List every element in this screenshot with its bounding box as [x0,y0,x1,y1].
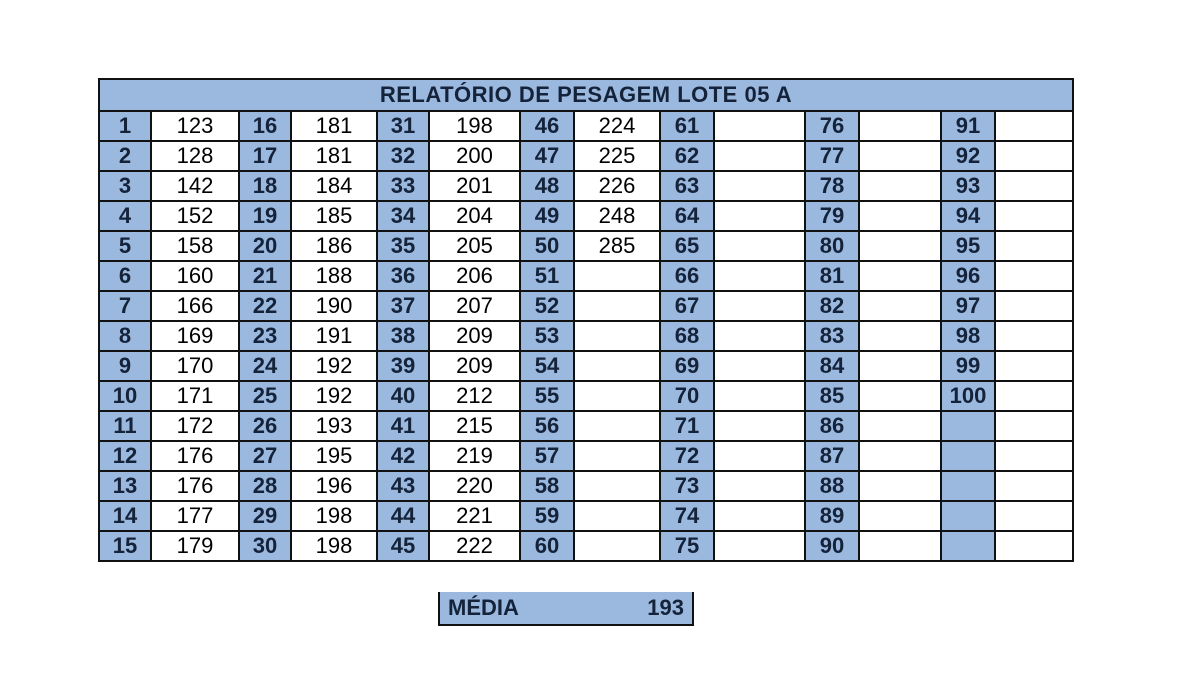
weight-cell [995,201,1073,231]
weight-cell: 191 [291,321,377,351]
weight-cell [995,261,1073,291]
animal-number-cell: 63 [660,171,714,201]
weight-cell [714,411,805,441]
weight-cell: 198 [291,531,377,561]
weight-cell [714,531,805,561]
weight-cell [714,501,805,531]
animal-number-cell: 51 [520,261,574,291]
weight-cell [995,231,1073,261]
weight-cell [995,111,1073,141]
weight-cell [859,231,941,261]
animal-number-cell: 28 [239,471,291,501]
animal-number-cell: 62 [660,141,714,171]
animal-number-cell: 84 [805,351,859,381]
table-row [99,261,1073,291]
animal-number-cell: 17 [239,141,291,171]
animal-number-cell [941,501,995,531]
weight-cell: 204 [429,201,520,231]
table-row [99,411,1073,441]
animal-number-cell: 98 [941,321,995,351]
weight-cell: 186 [291,231,377,261]
weight-cell [995,321,1073,351]
animal-number-cell: 42 [377,441,429,471]
animal-number-cell: 4 [99,201,151,231]
animal-number-cell: 65 [660,231,714,261]
animal-number-cell: 38 [377,321,429,351]
animal-number-cell: 5 [99,231,151,261]
animal-number-cell: 21 [239,261,291,291]
weight-cell: 177 [151,501,239,531]
animal-number-cell: 85 [805,381,859,411]
weight-cell [574,321,660,351]
animal-number-cell: 46 [520,111,574,141]
weight-cell [995,171,1073,201]
animal-number-cell: 33 [377,171,429,201]
weight-cell: 123 [151,111,239,141]
animal-number-cell: 93 [941,171,995,201]
animal-number-cell: 15 [99,531,151,561]
weight-cell: 184 [291,171,377,201]
weight-cell: 192 [291,381,377,411]
table-row [99,351,1073,381]
weight-cell [714,231,805,261]
animal-number-cell: 48 [520,171,574,201]
weight-cell: 166 [151,291,239,321]
weight-cell [714,471,805,501]
weight-cell [574,411,660,441]
animal-number-cell: 60 [520,531,574,561]
weight-cell: 152 [151,201,239,231]
weight-cell [995,411,1073,441]
weight-cell [714,441,805,471]
table-row [99,441,1073,471]
weight-cell [995,381,1073,411]
animal-number-cell: 74 [660,501,714,531]
animal-number-cell: 13 [99,471,151,501]
weight-cell: 198 [291,501,377,531]
weight-cell [714,261,805,291]
weight-cell [859,321,941,351]
animal-number-cell: 11 [99,411,151,441]
weight-cell: 176 [151,471,239,501]
weight-cell: 205 [429,231,520,261]
animal-number-cell: 64 [660,201,714,231]
animal-number-cell: 37 [377,291,429,321]
table-row [99,291,1073,321]
weight-cell [859,471,941,501]
animal-number-cell: 68 [660,321,714,351]
animal-number-cell: 97 [941,291,995,321]
animal-number-cell: 23 [239,321,291,351]
weight-cell: 209 [429,351,520,381]
weight-cell: 201 [429,171,520,201]
animal-number-cell: 31 [377,111,429,141]
weight-cell [714,171,805,201]
weight-cell [859,381,941,411]
animal-number-cell: 99 [941,351,995,381]
animal-number-cell: 78 [805,171,859,201]
animal-number-cell: 71 [660,411,714,441]
weight-cell: 206 [429,261,520,291]
weight-cell [574,471,660,501]
weight-cell [995,501,1073,531]
animal-number-cell: 86 [805,411,859,441]
animal-number-cell: 82 [805,291,859,321]
weight-cell [714,291,805,321]
animal-number-cell: 24 [239,351,291,381]
weight-cell [995,351,1073,381]
weight-cell: 196 [291,471,377,501]
weight-cell: 220 [429,471,520,501]
animal-number-cell: 87 [805,441,859,471]
weight-cell: 172 [151,411,239,441]
animal-number-cell: 49 [520,201,574,231]
weight-cell [574,261,660,291]
animal-number-cell: 94 [941,201,995,231]
weight-cell: 225 [574,141,660,171]
animal-number-cell: 59 [520,501,574,531]
weight-cell: 128 [151,141,239,171]
animal-number-cell: 35 [377,231,429,261]
weight-cell [859,351,941,381]
animal-number-cell: 10 [99,381,151,411]
weight-cell: 222 [429,531,520,561]
weight-cell: 192 [291,351,377,381]
animal-number-cell: 14 [99,501,151,531]
animal-number-cell: 81 [805,261,859,291]
animal-number-cell: 32 [377,141,429,171]
animal-number-cell: 50 [520,231,574,261]
report-title: RELATÓRIO DE PESAGEM LOTE 05 A [99,79,1073,111]
animal-number-cell: 54 [520,351,574,381]
weight-cell [859,291,941,321]
weight-cell [859,261,941,291]
weight-cell: 221 [429,501,520,531]
weight-cell [995,471,1073,501]
weight-cell [714,141,805,171]
animal-number-cell: 27 [239,441,291,471]
animal-number-cell: 3 [99,171,151,201]
animal-number-cell: 69 [660,351,714,381]
weight-cell: 215 [429,411,520,441]
animal-number-cell: 91 [941,111,995,141]
animal-number-cell: 6 [99,261,151,291]
animal-number-cell: 44 [377,501,429,531]
weight-cell: 170 [151,351,239,381]
weight-cell: 190 [291,291,377,321]
animal-number-cell: 53 [520,321,574,351]
weight-cell: 176 [151,441,239,471]
animal-number-cell: 52 [520,291,574,321]
weight-cell [714,351,805,381]
animal-number-cell: 20 [239,231,291,261]
average-box [438,592,694,626]
weight-cell: 198 [429,111,520,141]
animal-number-cell: 34 [377,201,429,231]
animal-number-cell: 58 [520,471,574,501]
table-row [99,471,1073,501]
animal-number-cell [941,441,995,471]
animal-number-cell: 67 [660,291,714,321]
table-row [99,231,1073,261]
weight-cell: 181 [291,111,377,141]
weight-cell [859,111,941,141]
animal-number-cell: 22 [239,291,291,321]
weight-cell [574,351,660,381]
weight-cell: 209 [429,321,520,351]
animal-number-cell: 40 [377,381,429,411]
animal-number-cell: 88 [805,471,859,501]
weight-cell: 285 [574,231,660,261]
animal-number-cell: 80 [805,231,859,261]
animal-number-cell: 90 [805,531,859,561]
animal-number-cell: 56 [520,411,574,441]
animal-number-cell: 77 [805,141,859,171]
table-row [99,531,1073,561]
weight-cell [859,171,941,201]
animal-number-cell: 55 [520,381,574,411]
weight-cell [995,291,1073,321]
weight-cell: 200 [429,141,520,171]
animal-number-cell [941,471,995,501]
weight-cell [859,441,941,471]
weight-cell [714,381,805,411]
weight-cell: 207 [429,291,520,321]
animal-number-cell: 25 [239,381,291,411]
animal-number-cell: 9 [99,351,151,381]
animal-number-cell: 41 [377,411,429,441]
animal-number-cell: 39 [377,351,429,381]
animal-number-cell: 66 [660,261,714,291]
animal-number-cell: 92 [941,141,995,171]
weight-cell: 224 [574,111,660,141]
weight-cell [859,201,941,231]
table-row [99,141,1073,171]
animal-number-cell: 18 [239,171,291,201]
weight-cell [859,411,941,441]
table-row [99,171,1073,201]
animal-number-cell: 45 [377,531,429,561]
weight-cell [995,441,1073,471]
weight-cell: 179 [151,531,239,561]
animal-number-cell: 29 [239,501,291,531]
table-row [99,321,1073,351]
table-row [99,501,1073,531]
weight-cell: 226 [574,171,660,201]
weight-cell [714,111,805,141]
weight-cell: 169 [151,321,239,351]
animal-number-cell [941,411,995,441]
animal-number-cell: 8 [99,321,151,351]
weight-cell: 248 [574,201,660,231]
animal-number-cell: 47 [520,141,574,171]
table-row [99,381,1073,411]
weight-cell [574,441,660,471]
animal-number-cell: 95 [941,231,995,261]
animal-number-cell: 7 [99,291,151,321]
animal-number-cell: 72 [660,441,714,471]
animal-number-cell: 12 [99,441,151,471]
weight-cell: 195 [291,441,377,471]
weight-cell [859,501,941,531]
animal-number-cell: 36 [377,261,429,291]
weight-cell: 193 [291,411,377,441]
weight-cell: 160 [151,261,239,291]
animal-number-cell: 96 [941,261,995,291]
animal-number-cell: 83 [805,321,859,351]
weight-cell: 185 [291,201,377,231]
animal-number-cell: 70 [660,381,714,411]
weight-cell: 142 [151,171,239,201]
weight-cell [859,141,941,171]
animal-number-cell: 61 [660,111,714,141]
weight-cell: 188 [291,261,377,291]
average-value: 193 [647,595,684,620]
animal-number-cell: 30 [239,531,291,561]
animal-number-cell: 2 [99,141,151,171]
weight-cell: 158 [151,231,239,261]
weight-cell [574,291,660,321]
table-row [99,201,1073,231]
weight-cell [574,501,660,531]
animal-number-cell: 75 [660,531,714,561]
animal-number-cell: 100 [941,381,995,411]
weight-cell: 171 [151,381,239,411]
animal-number-cell: 43 [377,471,429,501]
animal-number-cell: 26 [239,411,291,441]
animal-number-cell [941,531,995,561]
weight-cell [574,381,660,411]
weight-cell [995,141,1073,171]
animal-number-cell: 1 [99,111,151,141]
weight-cell [574,531,660,561]
animal-number-cell: 79 [805,201,859,231]
animal-number-cell: 19 [239,201,291,231]
animal-number-cell: 89 [805,501,859,531]
weighing-report-table [98,78,1074,562]
weight-cell [714,201,805,231]
animal-number-cell: 16 [239,111,291,141]
table-row [99,111,1073,141]
animal-number-cell: 57 [520,441,574,471]
weight-cell: 219 [429,441,520,471]
animal-number-cell: 76 [805,111,859,141]
weight-cell: 212 [429,381,520,411]
average-label: MÉDIA [448,595,519,620]
weight-cell [995,531,1073,561]
weight-cell: 181 [291,141,377,171]
weight-cell [859,531,941,561]
weight-cell [714,321,805,351]
animal-number-cell: 73 [660,471,714,501]
